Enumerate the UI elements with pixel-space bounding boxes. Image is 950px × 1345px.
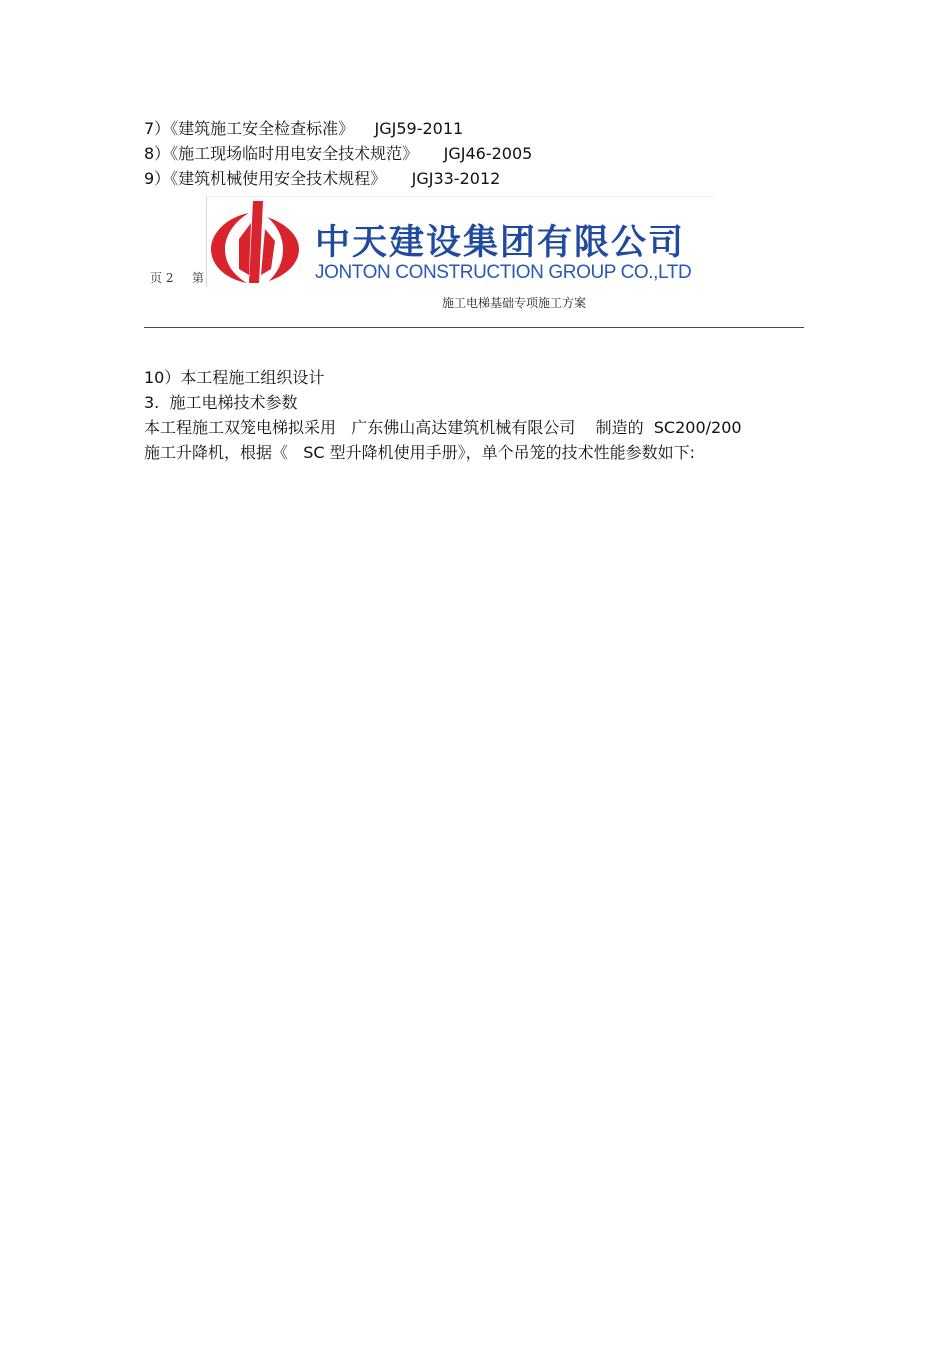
- reference-item-8: 8）《施工现场临时用电安全技术规范》 JGJ46-2005: [144, 144, 533, 163]
- reference-item-7: 7）《建筑施工安全检查标准》 JGJ59-2011: [144, 119, 464, 138]
- page-number-label: 页 2: [150, 271, 174, 285]
- company-logo-mark-icon: [209, 199, 301, 285]
- document-header-title: 施工电梯基础专项施工方案: [442, 296, 587, 310]
- section-heading: 3. 施工电梯技术参数: [144, 393, 298, 412]
- paragraph-line-1: 本工程施工双笼电梯拟采用 广东佛山高达建筑机械有限公司 制造的 SC200/200: [144, 418, 742, 437]
- page-number-label-suffix: 第: [192, 271, 205, 285]
- reference-item-9: 9）《建筑机械使用安全技术规程》 JGJ33-2012: [144, 169, 501, 188]
- paragraph-line-2: 施工升降机，根据《 SC 型升降机使用手册》，单个吊笼的技术性能参数如下:: [144, 443, 696, 462]
- header-divider: [144, 327, 804, 328]
- company-name-chinese: 中天建设集团有限公司: [315, 223, 686, 263]
- reference-item-10: 10）本工程施工组织设计: [144, 368, 325, 387]
- company-name-english: JONTON CONSTRUCTION GROUP CO.,LTD: [315, 262, 692, 283]
- company-logo: [206, 196, 715, 287]
